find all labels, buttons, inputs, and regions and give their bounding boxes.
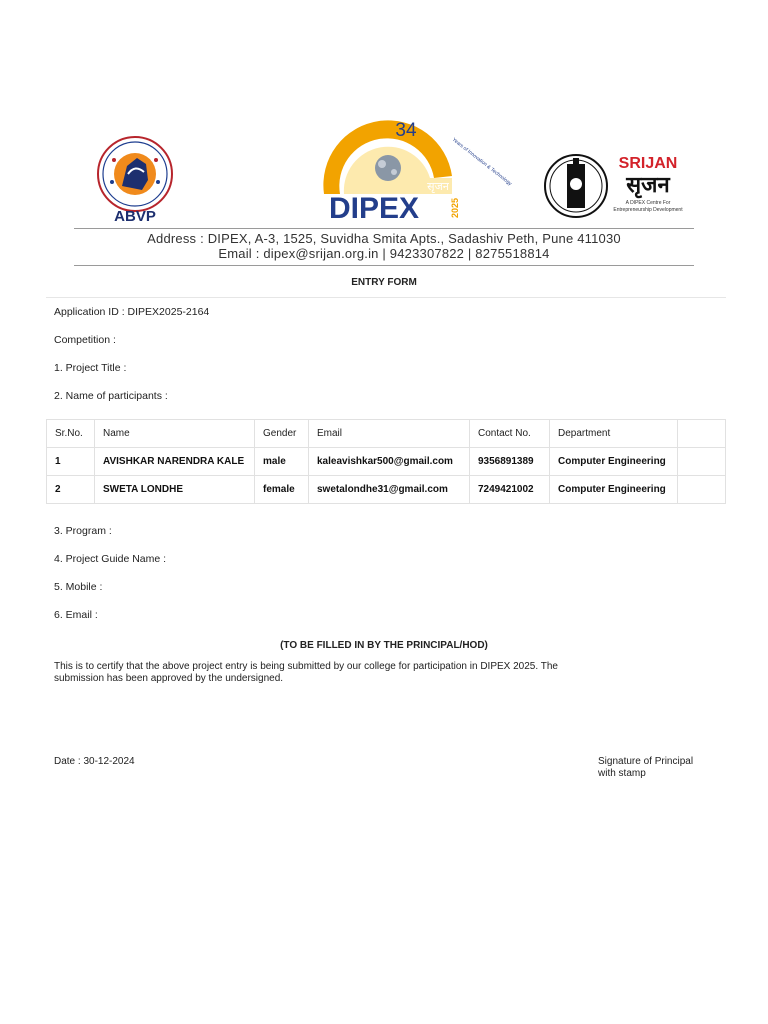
email-line: Email : dipex@srijan.org.in | 9423307822 | 8275518814 bbox=[218, 246, 550, 261]
abvp-logo bbox=[94, 136, 176, 224]
program-field: 3. Program : bbox=[54, 525, 112, 537]
email-field: 6. Email : bbox=[54, 609, 98, 621]
cell-email: kaleavishkar500@gmail.com bbox=[309, 448, 470, 476]
cell-contact: 9356891389 bbox=[470, 448, 550, 476]
srijan-label: SRIJAN bbox=[618, 155, 678, 172]
cell-department: Computer Engineering bbox=[550, 476, 678, 504]
empty-cell bbox=[678, 448, 726, 476]
certification-text: This is to certify that the above project entry is being submitted by our college for participation in DIPEX 2025. The submission has been approved by the undersigned. bbox=[54, 661, 558, 684]
cell-department: Computer Engineering bbox=[550, 448, 678, 476]
cell-contact: 7249421002 bbox=[470, 476, 550, 504]
srijan-logo bbox=[544, 150, 694, 222]
signature-block bbox=[598, 756, 728, 780]
dipex-label: DIPEX bbox=[328, 192, 420, 225]
title-divider bbox=[46, 297, 726, 298]
cell-srno: 1 bbox=[47, 448, 95, 476]
participants-table bbox=[46, 419, 726, 504]
cell-email: swetalondhe31@gmail.com bbox=[309, 476, 470, 504]
dipex-number: 34 bbox=[395, 120, 417, 141]
srijan-tagline-2: Entrepreneurship Development bbox=[613, 207, 683, 213]
project-title-field: 1. Project Title : bbox=[54, 362, 127, 374]
cell-gender: male bbox=[255, 448, 309, 476]
project-guide-field: 4. Project Guide Name : bbox=[54, 553, 167, 565]
header-cell: Gender bbox=[255, 420, 309, 448]
signature-line-2: with stamp bbox=[598, 768, 646, 779]
dipex-year: 2025 bbox=[450, 197, 460, 219]
header-cell: Contact No. bbox=[470, 420, 550, 448]
table-row bbox=[47, 476, 726, 504]
header-cell: Email bbox=[309, 420, 470, 448]
header-cell: Name bbox=[95, 420, 255, 448]
table-header-row bbox=[47, 420, 726, 448]
cell-srno: 2 bbox=[47, 476, 95, 504]
dipex-hindi: सृजन bbox=[427, 180, 449, 193]
cell-name: SWETA LONDHE bbox=[95, 476, 255, 504]
table-row bbox=[47, 448, 726, 476]
dipex-logo bbox=[302, 116, 513, 225]
application-id: Application ID : DIPEX2025-2164 bbox=[54, 306, 210, 318]
srijan-tagline-1: A DIPEX Centre For bbox=[625, 200, 671, 206]
empty-cell bbox=[678, 476, 726, 504]
competition-field: Competition : bbox=[54, 334, 116, 346]
srijan-hindi: सृजन bbox=[626, 173, 670, 198]
header-cell: Sr.No. bbox=[47, 420, 95, 448]
empty-cell bbox=[678, 420, 726, 448]
cell-name: AVISHKAR NARENDRA KALE bbox=[95, 448, 255, 476]
dipex-arc-text: Years of Innovation & Technology bbox=[450, 136, 513, 188]
mobile-field: 5. Mobile : bbox=[54, 581, 103, 593]
participants-label: 2. Name of participants : bbox=[54, 390, 168, 402]
address-line: Address : DIPEX, A-3, 1525, Suvidha Smita Apts., Sadashiv Peth, Pune 411030 bbox=[147, 231, 621, 246]
header-cell: Department bbox=[550, 420, 678, 448]
signature-line-1: Signature of Principal bbox=[598, 756, 694, 767]
hod-heading: (TO BE FILLED IN BY THE PRINCIPAL/HOD) bbox=[280, 640, 488, 651]
cell-gender: female bbox=[255, 476, 309, 504]
form-title: ENTRY FORM bbox=[351, 277, 417, 288]
header-rule-bottom bbox=[74, 265, 694, 266]
header-rule-top bbox=[74, 228, 694, 229]
abvp-label: ABVP bbox=[114, 208, 156, 225]
date-field: Date : 30-12-2024 bbox=[54, 756, 135, 767]
